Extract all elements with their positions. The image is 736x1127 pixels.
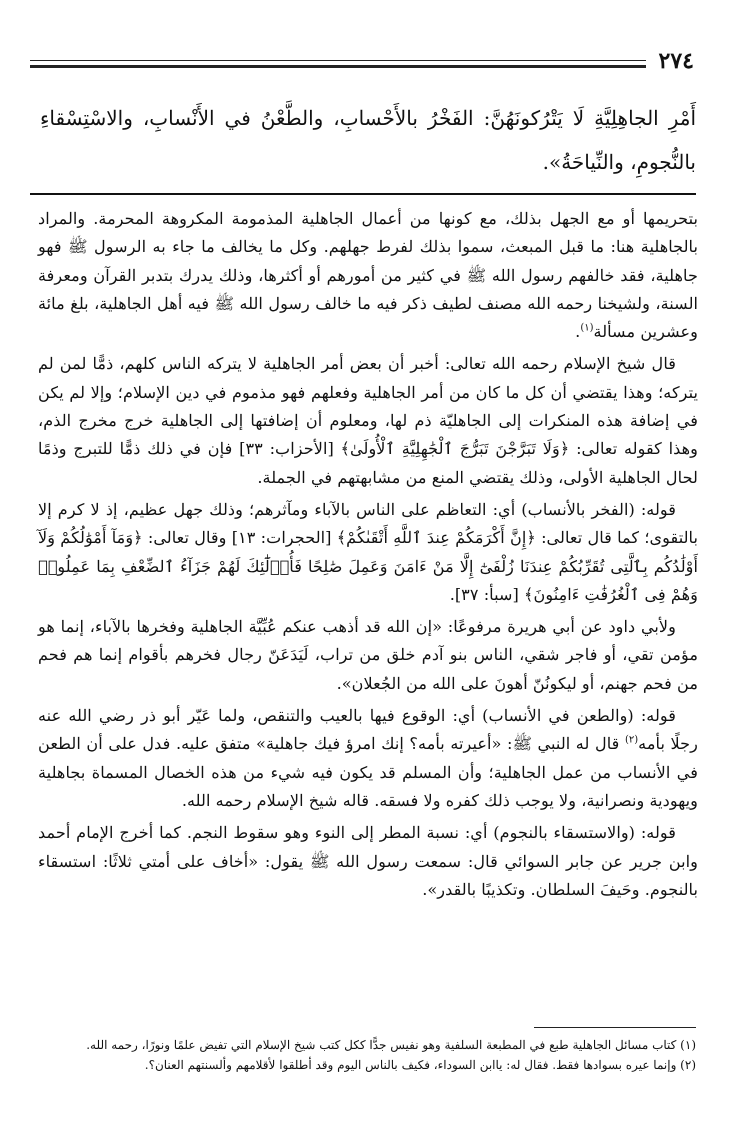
page-number: ٢٧٤ [658, 48, 694, 74]
header-rule-thin [30, 60, 646, 61]
footnote-2: (٢) وإنما عيره بسوادها فقط. فقال له: ياابن السوداء، فكيف بالناس اليوم وقد أطلقوا لأقلامهم وألسنتهم العنان؟. [144, 1058, 696, 1072]
footnote-separator [534, 1027, 696, 1028]
paragraph: قوله: (والطعن في الأنساب) أي: الوقوع فيها بالعيب والتنقص، ولما عَيّر أبو ذر رضي الله عنه رجلًا بأمه$^{(٢)}$ قال له النبي ﷺ: «أعيرته بأمه؟ إنك امرؤ فيك جاهلية» متفق عليه. فدل على أن الطعن في الأنساب من عمل الجاهلية؛ وأن المسلم قد يكون فيه شيء من هذه الخصال المسماة بجاهلية ويهودية ونصرانية، ولا يوجب ذلك كفره ولا فسقه. قاله شيخ الإسلام رحمه الله. [38, 706, 699, 810]
page-header [30, 50, 694, 76]
hadith-separator [30, 193, 696, 195]
footnote-marker: (٢) [624, 734, 639, 746]
paragraph: قال شيخ الإسلام رحمه الله تعالى: أخبر أن بعض أمر الجاهلية لا يتركه الناس كلهم، ذمًّا لمن لم يتركه؛ وهذا يقتضي أن كل ما كان من أمر الجاهلية وفعلهم فهو مذموم في دين الإسلام؛ وإلا لم يكن في إضافة هذه المنكرات إلى الجاهليّة ذم لها، ومعلوم أن إضافتها إلى الجاهلية خرج مخرج الذم، وهذا كقوله تعالى: ﴿وَلَا تَبَرَّجْنَ تَبَرُّجَ ٱلْجَٰهِلِيَّةِ ٱلْأُولَىٰ﴾ [الأحزاب: ٣٣] فإن في ذلك ذمًّا للتبرج وذمًا لحال الجاهلية الأولى، وذلك يقتضي المنع من مشابهتهم في الجملة. [38, 354, 698, 487]
footnote-marker: (١) [580, 322, 594, 334]
commentary [38, 205, 698, 908]
footnote-1: (١) كتاب مسائل الجاهلية طبع في المطبعة السلفية وهو نفيس جدًّا ككل كتب شيخ الإسلام التي تفيض علمًا ونورًا، رحمه الله. [86, 1038, 696, 1052]
paragraph: ولأبي داود عن أبي هريرة مرفوعًا: «إن الله قد أذهب عنكم عُبِّيَّة الجاهلية وفخرها بالآباء، إنما هو مؤمن تقي، أو فاجر شقي، الناس بنو آدم خلق من تراب، لَيَدَعَنّ رجال فخرهم بأقوام إنما هم فحم من فحم جهنم، أو ليكونُنّ أهونَ على الله من الجُعلان». [38, 617, 698, 693]
header-rule-thick [30, 65, 646, 68]
paragraph: بتحريمها أو مع الجهل بذلك، مع كونها من أعمال الجاهلية المذمومة المكروهة المحرمة. والمراد بالجاهلية هنا: ما قبل المبعث، سموا بذلك لفرط جهلهم. وكل ما يخالف ما جاء به الرسول ﷺ فهو جاهلية، فقد خالفهم رسول الله ﷺ في كثير من أمورهم أو أكثرها، وذلك يدرك بتدبر القرآن ومعرفة السنة، ولشيخنا رحمه الله مصنف لطيف ذكر فيه ما خالف رسول الله ﷺ فيه أهل الجاهلية، بلغ مائة وعشرين مسألة$^{(١)}$. [38, 209, 698, 342]
footnotes [38, 1035, 696, 1075]
hadith-text: أَمْرِ الجاهِلِيَّةِ لَا يَتْرُكونَهُنَّ: الفَخْرُ بالأَحْسابِ، والطَّعْنُ في الأَنْسابِ، والاسْتِسْقاءِ بالنُّجومِ، والنِّياحَةُ». [40, 106, 696, 174]
paragraph: قوله: (والاستسقاء بالنجوم) أي: نسبة المطر إلى النوء وهو سقوط النجم. كما أخرج الإمام أحمد وابن جرير عن جابر السوائي قال: سمعت رسول الله ﷺ يقول: «أخاف على أمتي ثلاثًا: استسقاء بالنجوم. وحَيفَ السلطان. وتكذيبًا بالقدر». [38, 823, 698, 899]
paragraph: قوله: (الفخر بالأنساب) أي: التعاظم على الناس بالآباء ومآثرهم؛ وذلك جهل عظيم، إذ لا كرم إلا بالتقوى؛ كما قال تعالى: ﴿إِنَّ أَكْرَمَكُمْ عِندَ ٱللَّهِ أَتْقَىٰكُمْ﴾ [الحجرات: ١٣] وقال تعالى: ﴿وَمَآ أَمْوَٰلُكُمْ وَلَآ أَوْلَٰدُكُم بِٱلَّتِى تُقَرِّبُكُمْ عِندَنَا زُلْفَىٰٓ إِلَّا مَنْ ءَامَنَ وَعَمِلَ صَٰلِحًا فَأُو۟لَٰٓئِكَ لَهُمْ جَزَآءُ ٱلضِّعْفِ بِمَا عَمِلُوا۟ وَهُمْ فِى ٱلْغُرُفَٰتِ ءَامِنُونَ﴾ [سبأ: ٣٧]. [38, 499, 698, 604]
